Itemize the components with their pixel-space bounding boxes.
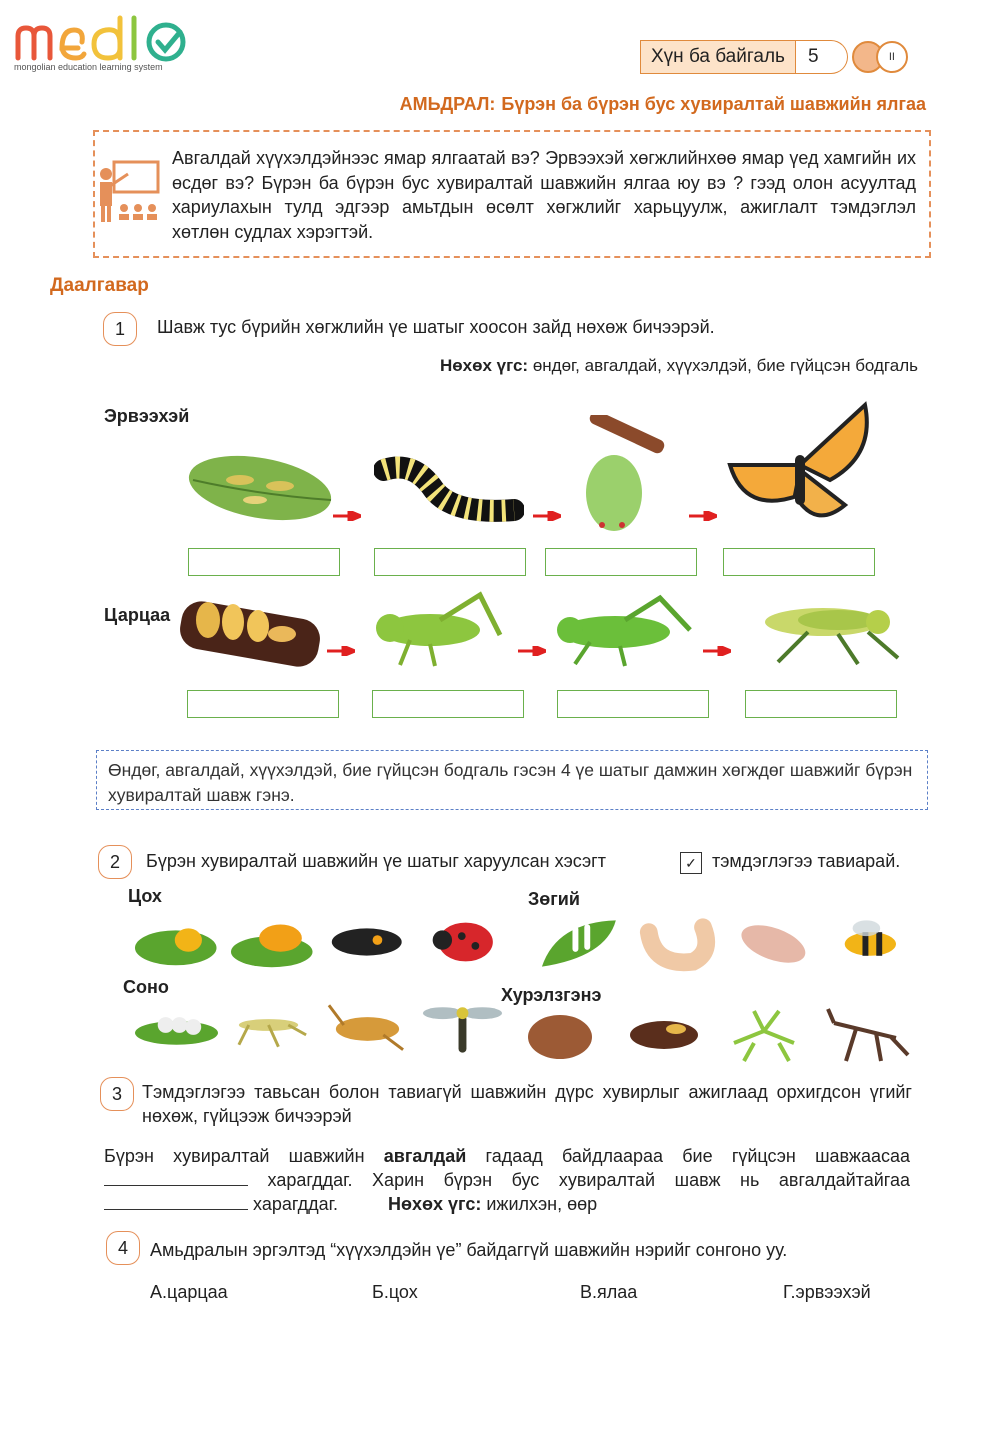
- mantis-stages[interactable]: [520, 1000, 912, 1066]
- option-b[interactable]: Б.цох: [372, 1282, 418, 1302]
- task3-paragraph: [104, 1144, 910, 1216]
- task3-p-part2: гадаад байдлаараа бие гүйцсэн шавжаасаа: [485, 1146, 910, 1166]
- dragonfly-nymph-large-image: [324, 995, 409, 1055]
- task2-text-after: тэмдэглэгээ тавиарай.: [712, 851, 901, 871]
- bee-egg-leaf-image: [537, 912, 622, 972]
- butterfly-answer-box-1[interactable]: [188, 548, 340, 576]
- task3-p-part4: харагддаг.: [253, 1194, 338, 1214]
- ladybug-label: Цох: [128, 886, 162, 906]
- grasshopper-eggs-log-image: [178, 590, 323, 675]
- arrow-icon: [518, 646, 546, 656]
- section-title: Даалгавар: [50, 275, 149, 296]
- task3-blank-1[interactable]: [104, 1169, 248, 1186]
- butterfly-egg-leaf-image: [185, 440, 335, 530]
- grasshopper-answer-box-3[interactable]: [557, 690, 709, 718]
- butterfly-image: [725, 395, 875, 535]
- intro-text: Авгалдай хүүхэлдэйнээс ямар ялгаатай вэ? Эрвээхэй хөгжлийнхөө ямар үед хамгийн их өсдөг вэ? Бүрэн ба бүрэн бус хувиралтай шавжийн ялгаа юу вэ ? гээд олон асуултад хариулахын тулд эдгээр амьтдын өсөлт хөгжлийг харьцуулж, ажиглалт тэмдэглэл хөтлөн судлах хэрэгтэй.: [172, 148, 916, 242]
- grasshopper-answer-box-4[interactable]: [745, 690, 897, 718]
- topic-title: [400, 94, 926, 115]
- ladybug-adult-image: [421, 914, 505, 970]
- task-number-3: 3: [100, 1077, 134, 1111]
- grasshopper-answer-box-2[interactable]: [372, 690, 524, 718]
- butterfly-answer-box-2[interactable]: [374, 548, 526, 576]
- arrow-icon: [533, 511, 561, 521]
- subject-badge: [640, 40, 908, 74]
- mantis-label: Хурэлзгэнэ: [501, 985, 602, 1005]
- bee-stages[interactable]: [537, 910, 912, 974]
- arrow-icon: [703, 646, 731, 656]
- dragonfly-nymph-small-image: [229, 995, 314, 1055]
- subject-label: Хүн ба байгаль: [640, 40, 796, 74]
- teacher-icon: [96, 160, 164, 226]
- dragonfly-adult-image: [419, 995, 504, 1055]
- task1-text: Шавж тус бүрийн хөгжлийн үе шатыг хоосон зайд нөхөж бичээрэй.: [157, 317, 715, 337]
- grasshopper-nymph-image: [350, 590, 525, 670]
- mantis-ootheca-image: [520, 1003, 606, 1063]
- grade-label: 5: [796, 40, 848, 74]
- pause-icon[interactable]: II: [876, 41, 908, 73]
- bee-label: Зөгий: [528, 889, 580, 909]
- butterfly-answer-box-4[interactable]: [723, 548, 875, 576]
- task2-text-before: Бүрэн хувиралтай шавжийн үе шатыг харуулсан хэсэгт: [146, 851, 606, 871]
- option-a[interactable]: А.царцаа: [150, 1282, 228, 1302]
- task3-p-bold: авгалдай: [383, 1146, 467, 1166]
- ladybug-larva-image: [325, 914, 409, 970]
- task4-text: Амьдралын эргэлтэд “хүүхэлдэйн үе” байдаггүй шавжийн нэрийг сонгоно уу.: [150, 1240, 788, 1260]
- word-bank-label: Нөхөх үгс:: [439, 356, 529, 375]
- word-bank-words: өндөг, авгалдай, хүүхэлдэй, бие гүйцсэн бодгаль: [532, 356, 918, 375]
- ladybug-stages[interactable]: [134, 910, 504, 974]
- task3-word-bank: ижилхэн, өөр: [486, 1194, 598, 1214]
- topic-name: Бүрэн ба бүрэн бус хувиралтай шавжийн ялгаа: [501, 94, 926, 114]
- task3-text: Тэмдэглэгээ тавьсан болон тавиагүй шавжийн дүрс хувирлыг ажиглаад орхигдсон үгийг нөхөж, гүйцээж бичээрэй: [142, 1082, 912, 1126]
- task3-blank-2[interactable]: [104, 1193, 248, 1210]
- dragonfly-eggs-image: [134, 995, 219, 1055]
- mantis-egg-case-image: [622, 1003, 708, 1063]
- ladybug-pupa-image: [230, 914, 314, 970]
- bee-adult-image: [827, 912, 912, 972]
- logo-tagline: mongolian education learning system: [14, 62, 163, 72]
- check-mark-icon[interactable]: ✓: [680, 852, 702, 874]
- arrow-icon: [327, 646, 355, 656]
- option-c[interactable]: В.ялаа: [580, 1282, 638, 1302]
- task3-p-part3: харагддаг. Харин бүрэн бус хувиралтай шавж нь авгалдайтайгаа: [267, 1170, 910, 1190]
- dragonfly-stages[interactable]: [134, 990, 504, 1060]
- mantis-adult-image: [826, 1003, 912, 1063]
- ladybug-eggs-image: [134, 914, 218, 970]
- grasshopper-label: Царцаа: [104, 605, 171, 625]
- mantis-nymph-image: [724, 1003, 810, 1063]
- task2-instruction: [146, 851, 606, 872]
- task-number-1: 1: [103, 312, 137, 346]
- grasshopper-young-image: [530, 590, 705, 670]
- bee-pupa-image: [731, 912, 816, 972]
- arrow-icon: [333, 511, 361, 521]
- chrysalis-image: [562, 415, 682, 535]
- dragonfly-label: Соно: [123, 977, 169, 997]
- task1-word-bank: [440, 356, 918, 376]
- task3-p-part1: Бүрэн хувиралтай шавжийн: [104, 1146, 365, 1166]
- bee-larva-image: [634, 912, 719, 972]
- task-number-2: 2: [98, 845, 132, 879]
- topic-label: АМЬДРАЛ:: [399, 94, 496, 114]
- caterpillar-image: [374, 440, 524, 530]
- grasshopper-adult-image: [748, 592, 913, 672]
- grasshopper-answer-box-1[interactable]: [187, 690, 339, 718]
- definition-text: Өндөг, авгалдай, хүүхэлдэй, бие гүйцсэн бодгаль гэсэн 4 үе шатыг дамжин хөгждөг шавжийг бүрэн хувиралтай шавж гэнэ.: [108, 760, 913, 805]
- task-number-4: 4: [106, 1231, 140, 1265]
- butterfly-label: Эрвээхэй: [104, 406, 190, 426]
- arrow-icon: [689, 511, 717, 521]
- option-d[interactable]: Г.эрвээхэй: [783, 1282, 871, 1302]
- butterfly-answer-box-3[interactable]: [545, 548, 697, 576]
- task3-word-bank-label: Нөхөх үгс:: [388, 1194, 482, 1214]
